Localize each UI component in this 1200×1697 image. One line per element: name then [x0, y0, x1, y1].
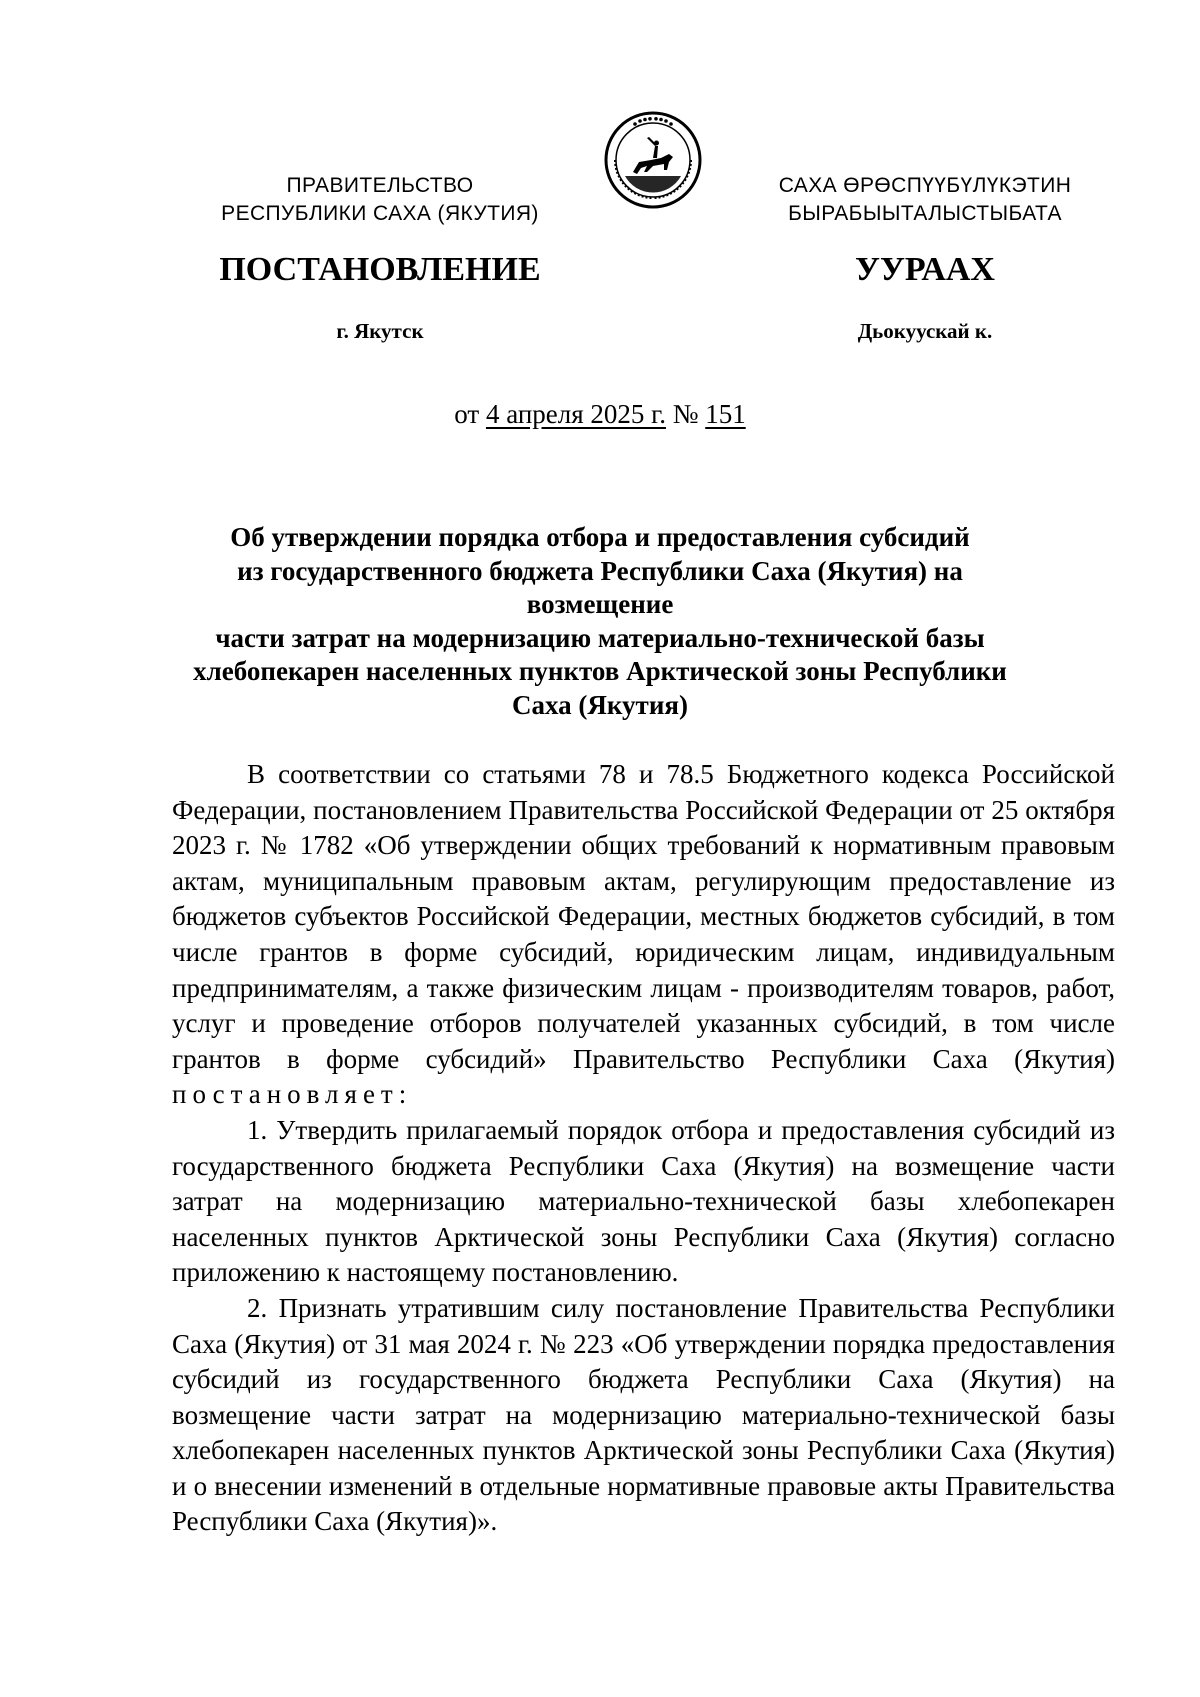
- title-line: Саха (Якутия): [512, 689, 688, 720]
- number-prefix: №: [665, 399, 706, 429]
- doc-type-russian: ПОСТАНОВЛЕНИЕ: [219, 251, 541, 288]
- title-line: Об утверждении порядка отбора и предоставления субсидий: [230, 522, 970, 552]
- document-body: [172, 757, 1115, 1540]
- document-date: 4 апреля 2025 г.: [485, 399, 666, 429]
- item-2-paragraph: 2. Признать утратившим силу постановление Правительства Республики Саха (Якутия) от 31 мая 2024 г. № 223 «Об утверждении порядка предоставления субсидий из государственного бюджета Республики Саха (Якутия) на возмещение части затрат на модернизацию материально-технической базы хлебопекарен населенных пунктов Арктической зоны Республики Саха (Якутия) и о внесении изменений в отдельные нормативные правовые акты Правительства Республики Саха (Якутия)».: [172, 1292, 1115, 1537]
- doc-type-sakha: УУРААХ: [855, 251, 995, 288]
- coat-of-arms-icon: [603, 110, 703, 210]
- date-number-line: [0, 398, 1200, 430]
- title-line: части затрат на модернизацию материально-технической базы: [215, 622, 985, 653]
- org-name-russian: [190, 172, 570, 228]
- org-name-sakha-line2: БЫРАБЫЫТАЛЫСТЫБАТА: [788, 202, 1062, 225]
- decree-word: постановляет: [172, 1079, 399, 1110]
- preamble-text: В соответствии со статьями 78 и 78.5 Бюджетного кодекса Российской Федерации, постановлением Правительства Российской Федерации от 25 октября 2023 г. № 1782 «Об утверждении общих требований к нормативным правовым актам, муниципальным правовым актам, регулирующим предоставление из бюджетов субъектов Российской Федерации, местных бюджетов субсидий, в том числе грантов в форме субсидий, юридическим лицам, индивидуальным предпринимателям, а также физическим лицам - производителям товаров, работ, услуг и проведение отборов получателей указанных субсидий, в том числе грантов в форме субсидий» Правительство Республики Саха (Якутия): [172, 759, 1115, 1074]
- city-sakha: Дьокуускай к.: [857, 319, 993, 343]
- date-prefix: от: [454, 399, 486, 429]
- title-line: хлебопекарен населенных пунктов Арктической зоны Республики: [193, 656, 1007, 686]
- org-name-russian-line2: РЕСПУБЛИКИ САХА (ЯКУТИЯ): [221, 202, 539, 225]
- preamble-paragraph: [172, 757, 1115, 1113]
- org-name-russian-line1: ПРАВИТЕЛЬСТВО: [286, 174, 474, 197]
- item-1-paragraph: 1. Утвердить прилагаемый порядок отбора и предоставления субсидий из государственного бюджета Республики Саха (Якутия) на возмещение части затрат на модернизацию материально-технической базы хлебопекарен населенных пунктов Арктической зоны Республики Саха (Якутия) согласно приложению к настоящему постановлению.: [172, 1114, 1115, 1288]
- title-line: из государственного бюджета Республики Саха (Якутия) на возмещение: [237, 555, 963, 619]
- org-name-sakha: [735, 172, 1115, 228]
- decree-colon: :: [398, 1079, 407, 1110]
- document-number: 151: [705, 399, 746, 429]
- org-name-sakha-line1: САХА ӨРӨСПҮҮБҮЛҮКЭТИН: [778, 174, 1072, 197]
- document-title: [170, 521, 1030, 722]
- city-russian: г. Якутск: [336, 319, 424, 343]
